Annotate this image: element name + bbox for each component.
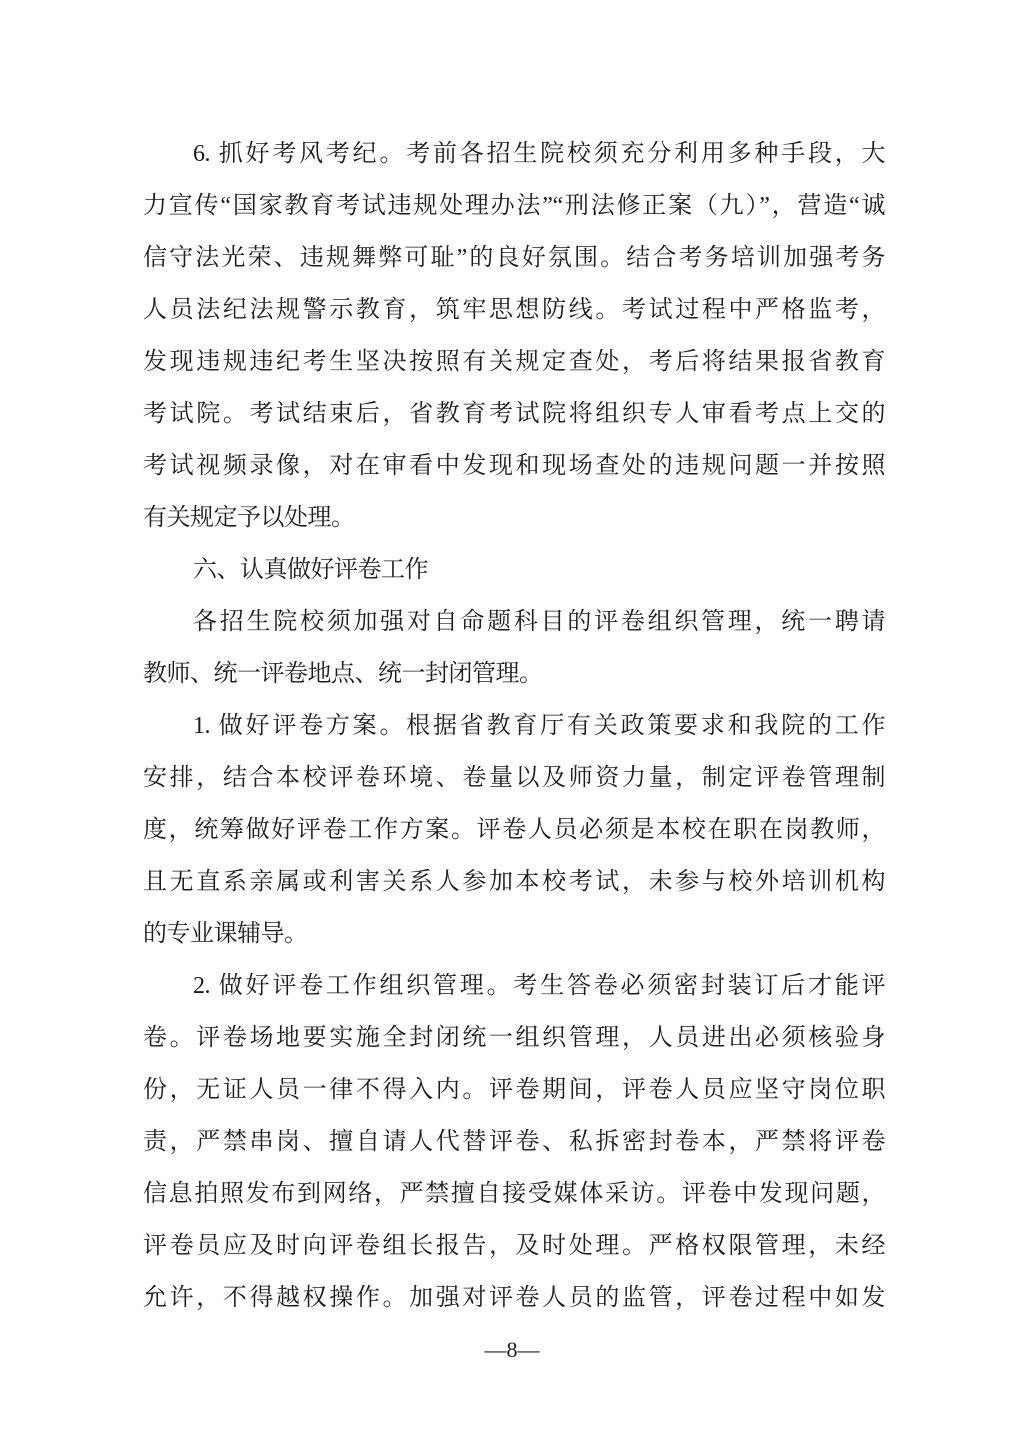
- text-line: 安排，结合本校评卷环境、卷量以及师资力量，制定评卷管理制: [143, 765, 885, 791]
- text-line: 六、认真做好评卷工作: [193, 557, 428, 583]
- text-line: 发现违规违纪考生坚决按照有关规定查处，考后将结果报省教育: [143, 349, 885, 375]
- text-line: 教师、统一评卷地点、统一封闭管理。: [143, 661, 543, 687]
- text-line: 且无直系亲属或利害关系人参加本校考试，未参与校外培训机构: [143, 869, 885, 895]
- text-line: 允许，不得越权操作。加强对评卷人员的监管，评卷过程中如发: [143, 1285, 885, 1311]
- text-line: 力宣传“国家教育考试违规处理办法”“刑法修正案（九）”，营造“诚: [143, 193, 885, 219]
- text-line: 评卷员应及时向评卷组长报告，及时处理。严格权限管理，未经: [143, 1233, 885, 1259]
- text-line: 2. 做好评卷工作组织管理。考生答卷必须密封装订后才能评: [193, 973, 885, 999]
- document-body: [143, 128, 885, 1324]
- text-line: 人员法纪法规警示教育，筑牢思想防线。考试过程中严格监考，: [143, 297, 885, 323]
- text-line: 各招生院校须加强对自命题科目的评卷组织管理，统一聘请: [193, 609, 885, 635]
- text-line: 6. 抓好考风考纪。考前各招生院校须充分利用多种手段，大: [193, 141, 885, 167]
- text-line: 的专业课辅导。: [143, 921, 308, 947]
- text-line: 信守法光荣、违规舞弊可耻”的良好氛围。结合考务培训加强考务: [143, 245, 885, 271]
- text-line: 卷。评卷场地要实施全封闭统一组织管理，人员进出必须核验身: [143, 1025, 885, 1051]
- text-line: 1. 做好评卷方案。根据省教育厅有关政策要求和我院的工作: [193, 713, 885, 739]
- page-number: —8—: [484, 1337, 540, 1362]
- text-line: 责，严禁串岗、擅自请人代替评卷、私拆密封卷本，严禁将评卷: [143, 1129, 885, 1155]
- text-line: 考试视频录像，对在审看中发现和现场查处的违规问题一并按照: [143, 453, 885, 479]
- text-line: 份，无证人员一律不得入内。评卷期间，评卷人员应坚守岗位职: [143, 1077, 885, 1103]
- text-line: 有关规定予以处理。: [143, 505, 355, 531]
- text-line: 考试院。考试结束后，省教育考试院将组织专人审看考点上交的: [143, 401, 885, 427]
- text-line: 信息拍照发布到网络，严禁擅自接受媒体采访。评卷中发现问题，: [143, 1181, 885, 1207]
- text-line: 度，统筹做好评卷工作方案。评卷人员必须是本校在职在岗教师，: [143, 817, 885, 843]
